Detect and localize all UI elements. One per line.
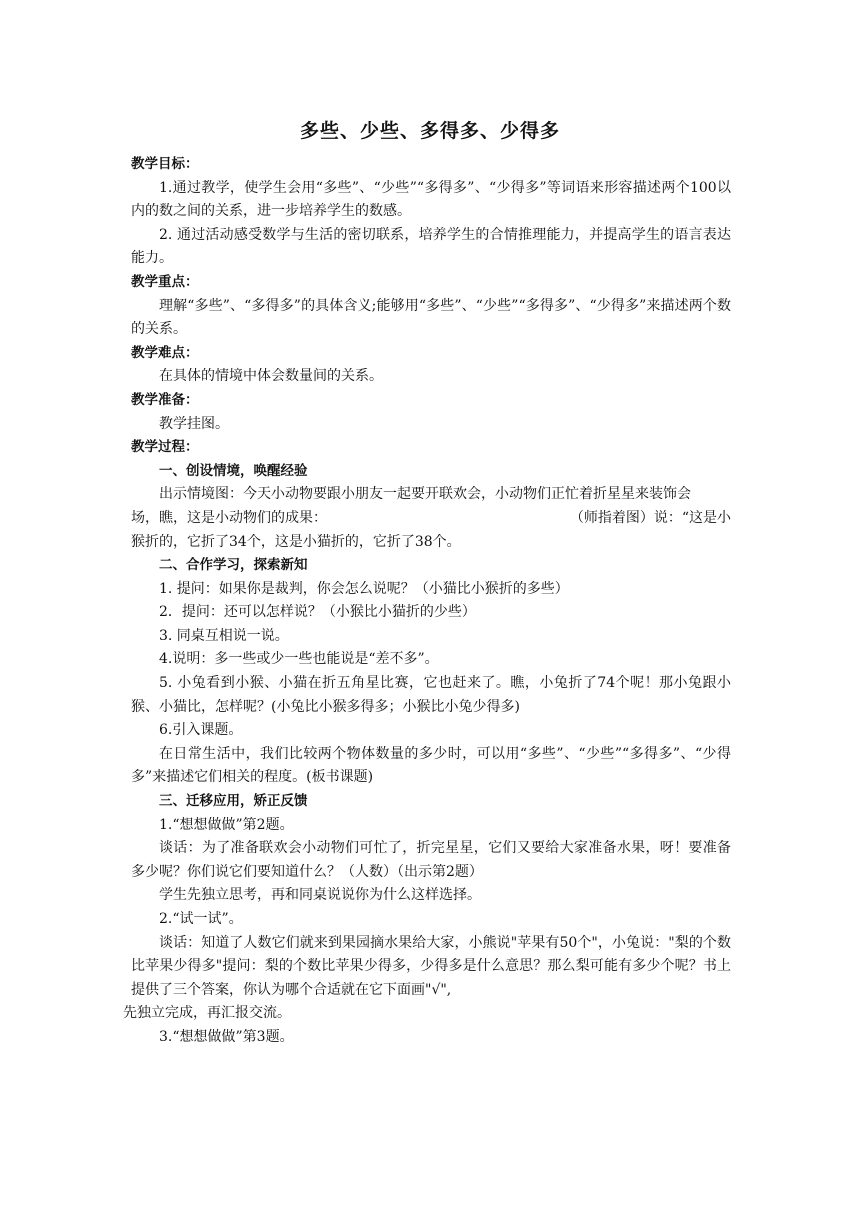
prep-heading: 教学准备：	[131, 391, 199, 408]
difficulty-heading: 教学难点：	[131, 344, 199, 361]
key-text: 理解“多些”、“多得多”的具体含义;能够用“多些”、“少些”“多得多”、“少得多”来描述两个数的关系。	[131, 297, 731, 338]
goal-1: 1.通过教学，使学生会用“多些”、“少些”“多得多”、“少得多”等词语来形容描述两个100以内的数之间的关系，进一步培养学生的数感。	[131, 179, 731, 220]
step2-item-6: 6.引入课题。	[159, 722, 243, 739]
step3-item-1: 1.“想想做做”第2题。	[159, 816, 294, 833]
step3-item-3: 学生先独立思考，再和同桌说说你为什么这样选择。	[159, 887, 481, 904]
step2-heading: 二、合作学习，探索新知	[159, 557, 308, 574]
goals-heading: 教学目标：	[131, 156, 199, 172]
document-body	[123, 153, 731, 1050]
step3-item-7: 3.“想想做做”第3题。	[159, 1028, 294, 1045]
step2-item-5: 5. 小兔看到小猴、小猫在折五角星比赛，它也赶来了。瞧，小兔折了74个呢！那小兔跟小猴、小猫比，怎样呢？(小兔比小猴多得多；小猴比小兔少得多)	[131, 675, 731, 715]
document-title: 多些、少些、多得多、少得多	[299, 120, 560, 142]
step3-item-4: 2.“试一试”。	[159, 911, 243, 927]
step1-heading: 一、创设情境，唤醒经验	[159, 462, 308, 479]
difficulty-text: 在具体的情境中体会数量间的关系。	[159, 368, 383, 385]
step1-line-b	[131, 507, 731, 531]
step1-text-c: （师指着图）说：“这是小	[569, 509, 731, 526]
step2-item-2: 2．提问：还可以怎样说？（小猴比小猫折的少些）	[159, 604, 476, 621]
goal-2: 2. 通过活动感受数学与生活的密切联系，培养学生的合情推理能力，并提高学生的语言表达能力。	[131, 226, 731, 267]
prep-text: 教学挂图。	[159, 415, 229, 432]
step2-item-4: 4.说明：多一些或少一些也能说是“差不多”。	[159, 651, 439, 668]
key-heading: 教学重点：	[131, 273, 199, 290]
process-heading: 教学过程：	[131, 439, 199, 456]
step3-item-2: 谈话：为了准备联欢会小动物们可忙了，折完星星，它们又要给大家准备水果，呀！要准备多少呢？你们说它们要知道什么？（人数）（出示第2题）	[131, 840, 731, 880]
step2-item-3: 3. 同桌互相说一说。	[159, 627, 289, 644]
step3-item-6: 先独立完成，再汇报交流。	[123, 1005, 291, 1022]
step3-heading: 三、迁移应用，矫正反馈	[159, 793, 308, 810]
step2-item-7: 在日常生活中，我们比较两个物体数量的多少时，可以用“多些”、“少些”“多得多”、“少得多”来描述它们相关的程度。(板书课题)	[131, 745, 731, 786]
step3-item-5: 谈话：知道了人数它们就来到果园摘水果给大家，小熊说"苹果有50个"，小兔说："梨的个数比苹果少得多"提问：梨的个数比苹果少得多，少得多是什么意思？那么梨可能有多少个呢？书上提供了三个答案，你认为哪个合适就在它下面画"√",	[131, 934, 731, 998]
step1-line-a: 出示情境图：今天小动物要跟小朋友一起要开联欢会，小动物们正忙着折星星来装饰会	[159, 486, 691, 503]
step1-text-b: 场，瞧，这是小动物们的成果：	[131, 509, 327, 526]
step1-line-d: 猴折的，它折了34个，这是小猫折的，它折了38个。	[131, 533, 461, 550]
step2-item-1: 1. 提问：如果你是裁判，你会怎么说呢？（小猫比小猴折的多些）	[159, 580, 569, 597]
